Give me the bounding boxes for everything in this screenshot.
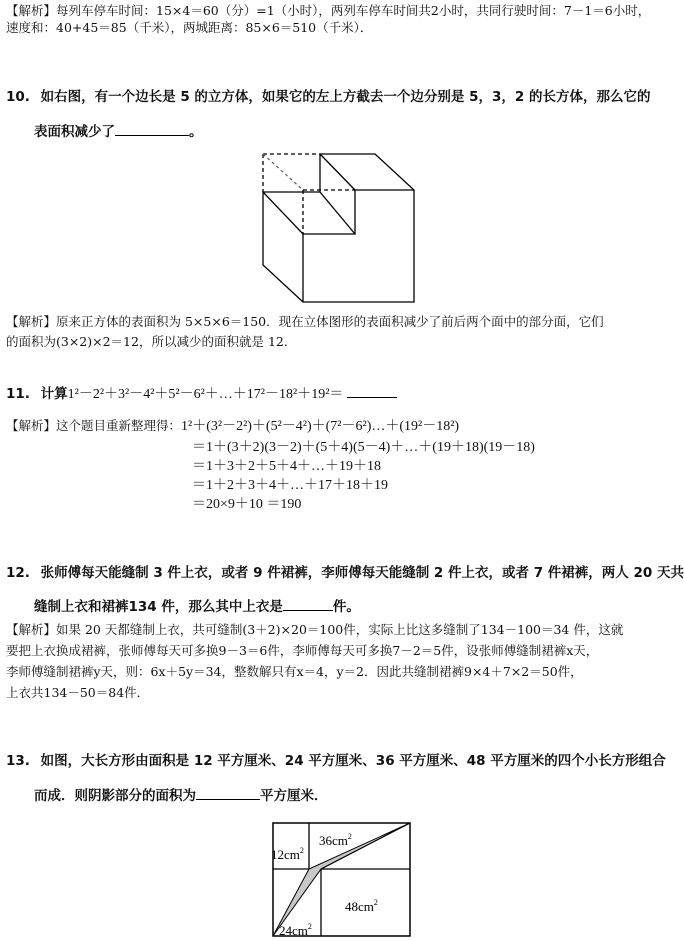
- question-11-analysis: [6, 417, 459, 436]
- question-text: 件。: [332, 599, 360, 615]
- question-text: 张师傅每天能缝制 3 件上衣，或者 9 件裙裤，李师傅每天能缝制 2 件上衣，或者 7 件裙裤，两人 20 天共: [40, 565, 684, 581]
- analysis-label: 【解析】这个题目重新整理得：: [6, 418, 182, 433]
- question-text: 缝制上衣和裙裤134 件，那么其中上衣是: [34, 599, 283, 615]
- answer-blank[interactable]: [115, 121, 189, 136]
- analysis-step-1: ＝1＋(3＋2)(3－2)＋(5＋4)(5－4)＋…＋(19＋18)(19－18): [192, 440, 535, 455]
- analysis-step-4: ＝20×9＋10 ＝190: [192, 497, 302, 512]
- answer-blank[interactable]: [196, 785, 260, 800]
- question-number: 10.: [6, 89, 30, 105]
- question-12-analysis-line-2: 要把上衣换成裙裤，张师傅每天可多换9－3＝6件，李师傅每天可多换7－2＝5件，设张师傅缝制裙裤x天，: [6, 643, 599, 658]
- question-text: 如右图，有一个边长是 5 的立方体，如果它的左上方截去一个边分别是 5，3，2 的长方体，那么它的: [40, 89, 651, 105]
- question-number: 13.: [6, 753, 30, 769]
- question-12-analysis-line-1: 【解析】如果 20 天都缝制上衣，共可缝制(3＋2)×20＝100件，实际上比这多缝制了134－100＝34 件，这就: [6, 622, 624, 637]
- label-48: $48cm^2$: [345, 898, 378, 914]
- rectangle-figure: [265, 815, 415, 941]
- question-text: 计算: [40, 386, 68, 402]
- question-13-line-2: [34, 785, 328, 805]
- analysis-step-2: ＝1＋3＋2＋5＋4＋…＋19＋18: [192, 459, 381, 474]
- question-text: 如图，大长方形由面积是 12 平方厘米、24 平方厘米、36 平方厘米、48 平方厘米的四个小长方形组合: [40, 753, 666, 769]
- question-10-line-1: [6, 88, 651, 106]
- question-12-line-2: [34, 596, 360, 616]
- question-text: 表面积减少了: [34, 124, 115, 140]
- question-10-analysis-line-1: 【解析】原来正方体的表面积为 5×5×6＝150．现在立体图形的表面积减少了前后两个面中的部分面，它们: [6, 314, 604, 329]
- question-number: 12.: [6, 565, 30, 581]
- question-number: 11.: [6, 386, 30, 402]
- question-13-line-1: [6, 752, 666, 770]
- label-12: $12cm^2$: [271, 846, 304, 862]
- answer-blank[interactable]: [283, 596, 333, 611]
- question-12-analysis-line-3: 李师傅缝制裙裤y天，则：6x＋5y＝34，整数解只有x＝4，y＝2．因此共缝制裙裤9×4＋7×2＝50件，: [6, 664, 583, 679]
- question-text: 平方厘米．: [260, 788, 328, 804]
- question-10-analysis-line-2: 的面积为(3×2)×2＝12，所以减少的面积就是 12．: [6, 334, 297, 349]
- question-12-line-1: [6, 564, 684, 582]
- question-text: 而成．则阴影部分的面积为: [34, 788, 196, 804]
- label-24: $24cm^2$: [279, 922, 312, 938]
- question-12-analysis-line-4: 上衣共134－50＝84件．: [6, 685, 150, 700]
- question-10-line-2: [34, 121, 203, 141]
- label-36: $36cm^2$: [319, 832, 352, 848]
- analysis-step-3: ＝1＋2＋3＋4＋…＋17＋18＋19: [192, 478, 388, 493]
- analysis-step: 1²＋(3²－2²)＋(5²－4²)＋(7²－6²)…＋(19²－18²): [181, 419, 460, 434]
- question-11-line: [6, 383, 397, 404]
- prev-analysis-line-2: 速度和：40+45＝85（千米），两城距离：85×6＝510（千米）．: [6, 20, 373, 35]
- answer-blank[interactable]: [347, 383, 397, 398]
- question-text: 。: [189, 124, 203, 140]
- question-expression: 1²－2²＋3²－4²＋5²－6²＋…＋17²－18²＋19²＝: [67, 387, 344, 402]
- cube-figure: [250, 145, 430, 310]
- prev-analysis-line-1: 【解析】每列车停车时间：15×4＝60（分）=1（小时），两列车停车时间共2小时，共同行驶时间：7－1＝6小时，: [6, 3, 651, 18]
